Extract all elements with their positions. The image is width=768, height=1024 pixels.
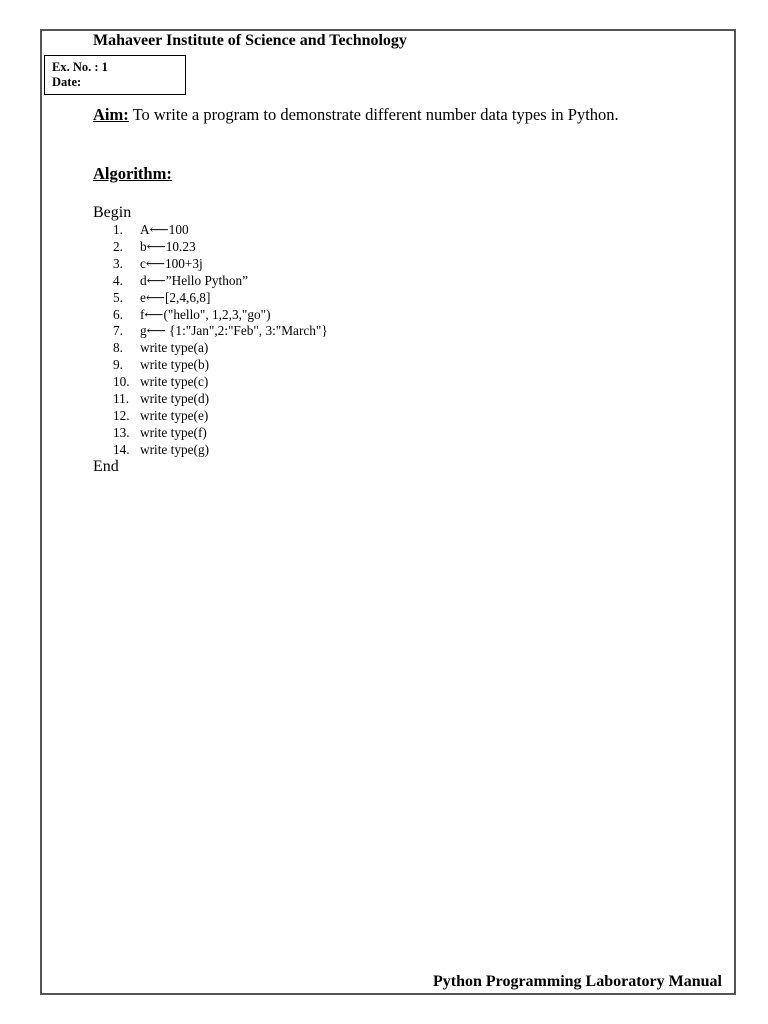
aim-label: Aim: xyxy=(93,105,129,124)
step-number: 5. xyxy=(113,289,123,305)
step-number: 12. xyxy=(113,407,130,423)
step-number: 9. xyxy=(113,357,123,373)
step-number: 11. xyxy=(113,391,130,407)
step-number: 8. xyxy=(113,340,123,356)
step-number: 1. xyxy=(113,222,123,237)
algorithm-begin: Begin xyxy=(93,204,132,221)
step-number: 13. xyxy=(113,424,130,440)
step-text: e⟵[2,4,6,8] xyxy=(140,289,211,305)
step-text: write type(d) xyxy=(140,391,210,407)
step-number: 3. xyxy=(113,255,123,271)
algorithm-heading xyxy=(93,164,172,184)
footer-manual-title: Python Programming Laboratory Manual xyxy=(432,973,722,990)
exercise-number: Ex. No. : 1 xyxy=(52,60,108,74)
aim-statement xyxy=(93,105,619,125)
step-text: c⟵100+3j xyxy=(140,255,203,271)
step-item xyxy=(113,273,328,290)
step-item xyxy=(113,391,328,408)
step-text: A⟵100 xyxy=(140,222,189,237)
step-number: 14. xyxy=(113,441,130,457)
step-item xyxy=(113,408,328,425)
step-item xyxy=(113,239,328,256)
step-item xyxy=(113,425,328,442)
step-text: b⟵10.23 xyxy=(140,238,196,254)
step-text: write type(b) xyxy=(140,357,210,373)
step-text: write type(f) xyxy=(140,424,207,440)
step-text: g⟵ {1:"Jan",2:"Feb", 3:"March"} xyxy=(140,323,328,339)
aim-text: To write a program to demonstrate different number data types in Python. xyxy=(128,105,619,124)
step-item xyxy=(113,290,328,307)
step-item xyxy=(113,340,328,357)
step-number: 10. xyxy=(113,374,130,390)
step-text: f⟵("hello", 1,2,3,"go") xyxy=(140,306,271,322)
step-item xyxy=(113,374,328,391)
exercise-date: Date: xyxy=(52,75,82,89)
step-text: write type(c) xyxy=(140,374,209,390)
step-text: write type(e) xyxy=(140,407,209,423)
step-item xyxy=(113,357,328,374)
step-text: write type(a) xyxy=(140,340,209,356)
algorithm-steps xyxy=(113,222,328,459)
exercise-info-box xyxy=(44,55,186,95)
step-number: 4. xyxy=(113,272,123,288)
step-text: d⟵”Hello Python” xyxy=(140,272,249,288)
step-item xyxy=(113,323,328,340)
institute-title: Mahaveer Institute of Science and Technology xyxy=(93,32,407,49)
step-number: 6. xyxy=(113,306,123,322)
step-item xyxy=(113,442,328,459)
step-item xyxy=(113,256,328,273)
step-number: 7. xyxy=(113,323,123,339)
step-item xyxy=(113,222,328,239)
step-item xyxy=(113,307,328,324)
step-number: 2. xyxy=(113,238,123,254)
algorithm-end: End xyxy=(93,458,119,475)
step-text: write type(g) xyxy=(140,441,210,457)
algorithm-heading-label: Algorithm: xyxy=(93,164,172,183)
